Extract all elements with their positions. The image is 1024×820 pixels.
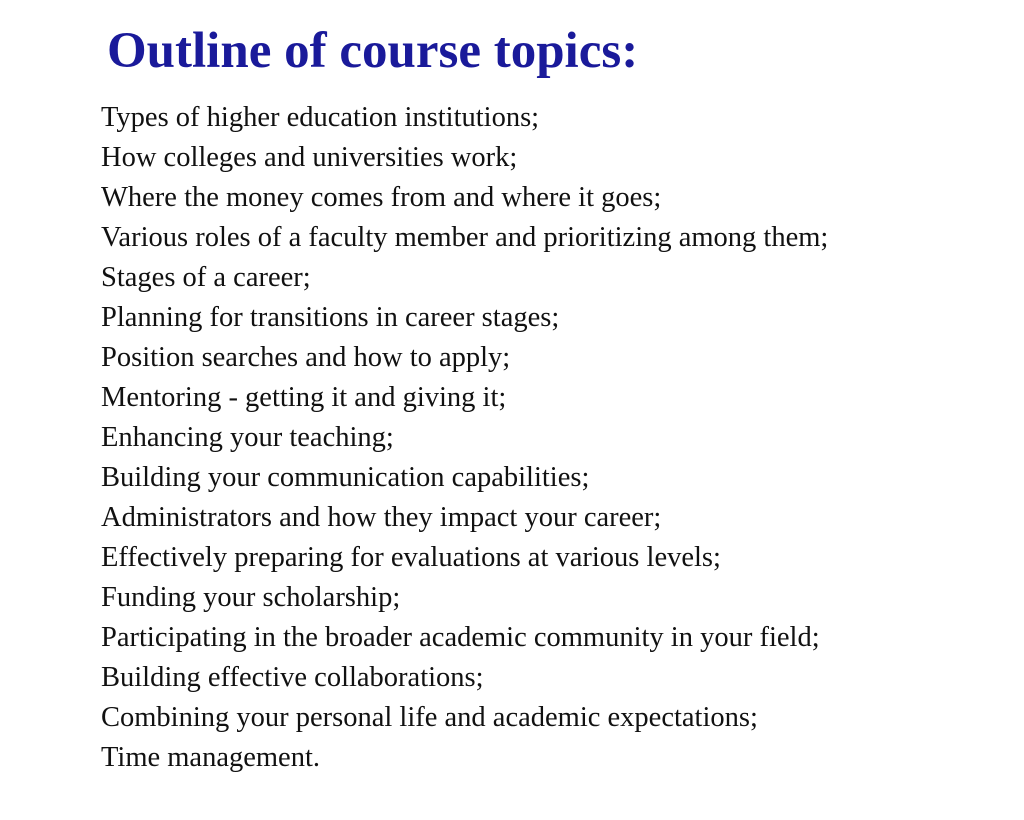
topic-item: Participating in the broader academic community in your field; <box>101 622 820 653</box>
topic-item: Planning for transitions in career stages; <box>101 302 560 333</box>
topic-item: Combining your personal life and academic expectations; <box>101 702 758 733</box>
topic-list <box>101 98 828 778</box>
topic-item: Types of higher education institutions; <box>101 102 540 133</box>
topic-item: Time management. <box>101 742 320 773</box>
topic-item: How colleges and universities work; <box>101 142 518 173</box>
slide-title: Outline of course topics: <box>107 23 639 79</box>
topic-item: Enhancing your teaching; <box>101 422 394 453</box>
topic-item: Administrators and how they impact your career; <box>101 502 662 533</box>
topic-item: Effectively preparing for evaluations at various levels; <box>101 542 721 573</box>
topic-item: Stages of a career; <box>101 262 311 293</box>
topic-item: Building your communication capabilities; <box>101 462 590 493</box>
topic-item: Building effective collaborations; <box>101 662 484 693</box>
topic-item: Funding your scholarship; <box>101 582 401 613</box>
topic-item: Position searches and how to apply; <box>101 342 511 373</box>
topic-item: Various roles of a faculty member and prioritizing among them; <box>101 222 829 253</box>
topic-item: Where the money comes from and where it goes; <box>101 182 662 213</box>
topic-item: Mentoring - getting it and giving it; <box>101 382 507 413</box>
